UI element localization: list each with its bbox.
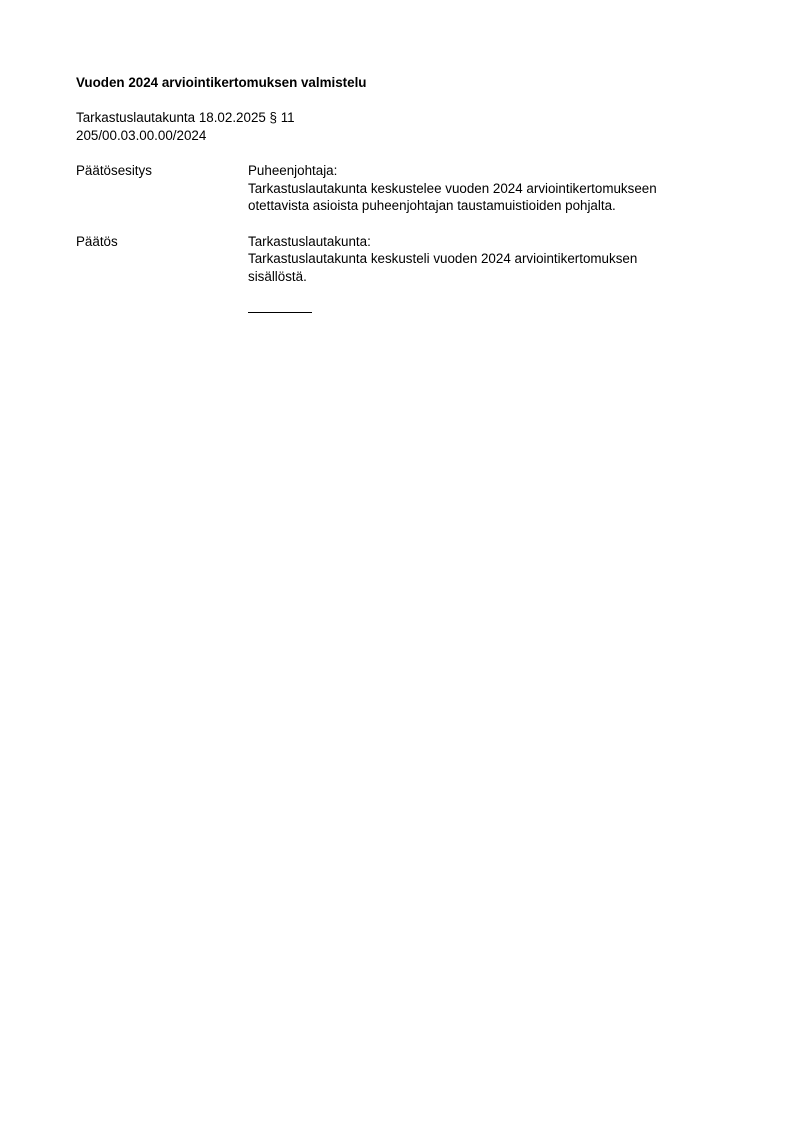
proposal-label: Päätösesitys [76, 163, 152, 178]
decision-text-line: sisällöstä. [248, 268, 307, 284]
end-divider [248, 294, 312, 313]
meeting-reference: Tarkastuslautakunta 18.02.2025 § 11 [76, 110, 295, 125]
decision-content [248, 233, 736, 313]
document-title: Vuoden 2024 arviointikertomuksen valmistelu [76, 75, 367, 90]
document-page [76, 74, 736, 313]
proposal-content [248, 162, 736, 215]
decision-text-line: Tarkastuslautakunta keskusteli vuoden 2024 arviointikertomuksen [248, 251, 638, 266]
meeting-meta [76, 109, 736, 144]
decision-label: Päätös [76, 233, 118, 249]
proposal-presenter: Puheenjohtaja: [248, 163, 338, 178]
proposal-text-line: Tarkastuslautakunta keskustelee vuoden 2024 arviointikertomukseen [248, 180, 657, 196]
proposal-section [76, 162, 736, 215]
decision-section [76, 233, 736, 313]
decision-body: Tarkastuslautakunta: [248, 233, 371, 249]
proposal-text-line: otettavista asioista puheenjohtajan taustamuistioiden pohjalta. [248, 198, 616, 213]
record-id: 205/00.03.00.00/2024 [76, 127, 207, 143]
